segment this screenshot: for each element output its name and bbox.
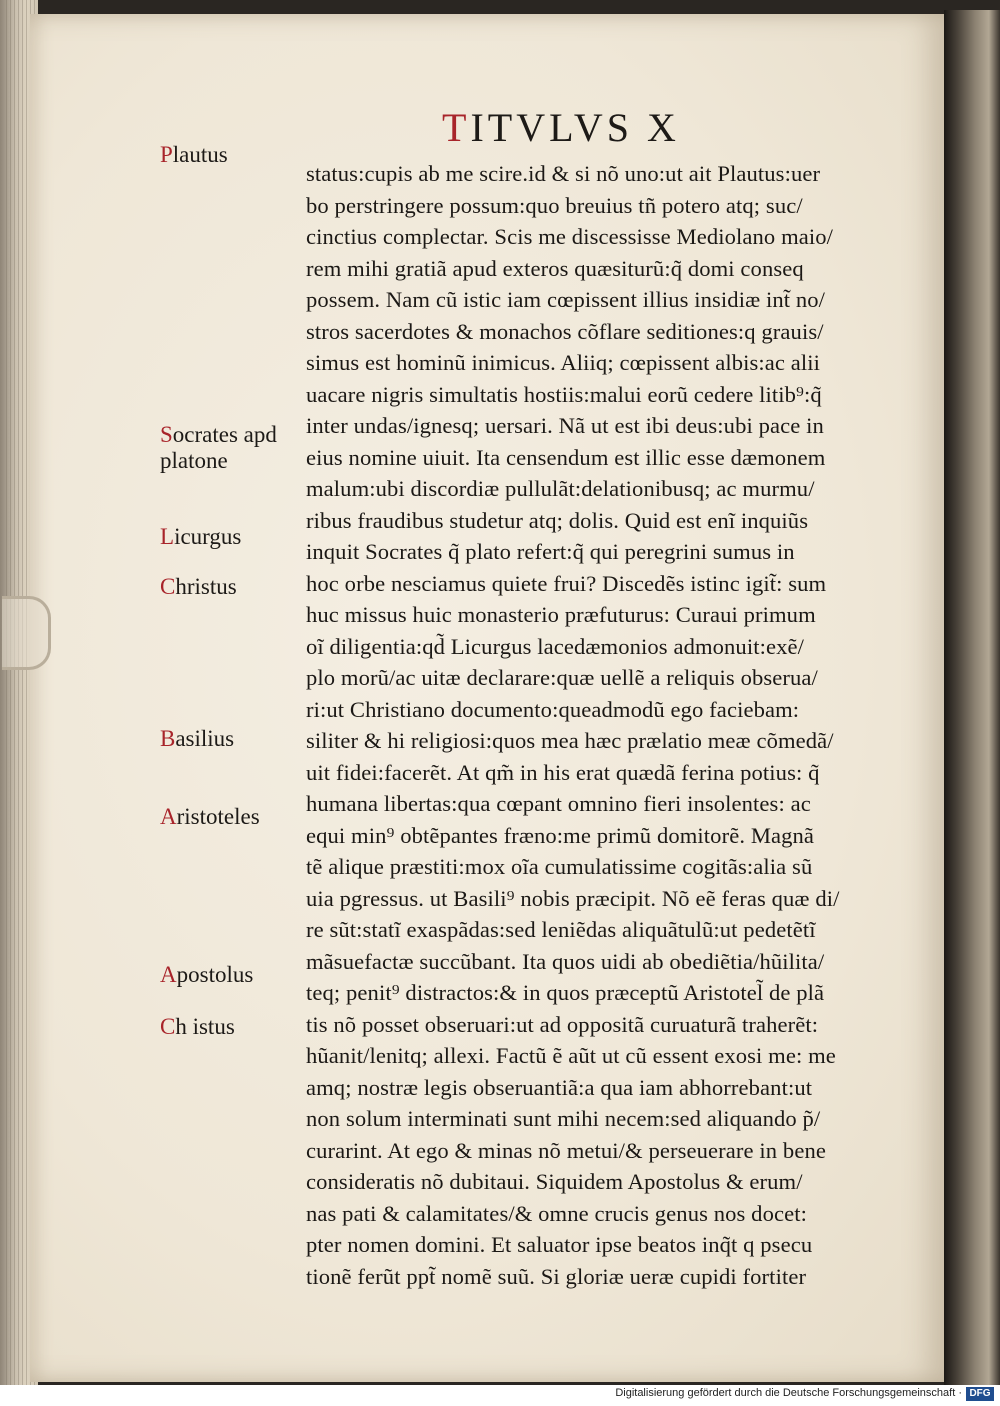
text-line: humana libertas:qua cœpant omnino fieri insolentes: ac — [306, 791, 811, 816]
text-line: siliter & hi religiosi:quos mea hæc prælatio meæ cõmedã/ — [306, 728, 834, 753]
note-initial: L — [160, 524, 175, 549]
clasp-marker — [2, 596, 51, 670]
text-line: equi min⁹ obtẽpantes fræno:me primũ domitorẽ. Magnã — [306, 822, 815, 848]
text-line: inter undas/ignesq; uersari. Nã ut est ibi deus:ubi pace in — [306, 413, 824, 438]
text-line: plo morũ/ac uitæ declarare:quæ uellẽ a reliquis obserua/ — [306, 665, 818, 690]
heading-red-initial: T — [442, 105, 471, 150]
text-line: cinctius complectar. Scis me discessisse Mediolano maio/ — [306, 224, 834, 249]
text-line: uacare nigris simultatis hostiis:malui eorũ cedere litib⁹:q̃ — [306, 381, 822, 407]
text-line: inquit Socrates q̃ plato refert:q̃ qui peregrini sumus in — [306, 539, 795, 564]
text-line: possem. Nam cũ istic iam cœpissent illius insidiæ int̃ no/ — [306, 287, 826, 312]
note-initial: P — [160, 142, 173, 167]
book-page — [30, 14, 946, 1382]
main-text-block — [306, 158, 946, 1292]
text-line: status:cupis ab me scire.id & si nõ uno:ut ait Plautus:uer — [306, 161, 821, 186]
text-line: eius nomine uiuit. Ita censendum est illic esse dæmonem — [306, 444, 826, 470]
note-text: asilius — [175, 726, 235, 751]
margin-note-plautus — [160, 142, 300, 168]
dfg-logo: DFG — [966, 1387, 994, 1401]
note-text: icurgus — [174, 524, 242, 549]
text-line: tis nõ posset obseruari:ut ad oppositã curuaturã traherẽt: — [306, 1011, 819, 1037]
text-line: teq; penit⁹ distractos:& in quos præceptũ Aristotel̃ de plã — [306, 980, 825, 1005]
text-line: uia pgressus. ut Basili⁹ nobis præcipit. Nõ eẽ feras quæ di/ — [306, 885, 840, 911]
text-line: re sũt:statĩ exaspãdas:sed leniẽdas aliquãtulũ:ut pedetẽtĩ — [306, 917, 816, 942]
note-initial: A — [160, 962, 177, 987]
margin-note-christus-2 — [160, 1014, 300, 1040]
note-text: hristus — [175, 574, 237, 599]
right-book-edge — [944, 10, 1000, 1385]
margin-note-christus — [160, 574, 300, 600]
margin-note-aristoteles — [160, 804, 300, 830]
text-line: hũanit/lenitq; allexi. Factũ ẽ aũt ut cũ essent exosi me: me — [306, 1043, 836, 1068]
text-line: tẽ alique præstiti:mox oĩa cumulatissime cogitãs:alia sũ — [306, 854, 813, 879]
note-initial: A — [160, 804, 177, 829]
text-line: uit fidei:facerẽt. At qm̃ in his erat quædã ferina potius: q̃ — [306, 759, 820, 785]
text-line: simus est hominũ inimicus. Aliiq; cœpissent albis:ac alii — [306, 350, 821, 375]
text-line: bo perstringere possum:quo breuius tñ potero atq; suc/ — [306, 192, 803, 218]
heading-text: ITVLVS X — [470, 105, 680, 150]
text-line: ribus fraudibus studetur atq; dolis. Quid est enĩ inquiũs — [306, 507, 809, 533]
margin-notes — [160, 14, 300, 1314]
text-line: curarint. At ego & minas nõ metui/& perseuerare in bene — [306, 1137, 826, 1163]
note-initial: B — [160, 726, 176, 751]
note-text: postolus — [176, 962, 254, 987]
note-initial: C — [160, 574, 176, 599]
text-line: rem mihi gratiã apud exteros quæsiturũ:q̃ domi conseq — [306, 255, 804, 281]
text-line: mãsuefactæ succũbant. Ita quos uidi ab obediẽtia/hũilita/ — [306, 948, 825, 974]
funding-credit: Digitalisierung gefördert durch die Deutsche Forschungsgemeinschaft · — [615, 1387, 962, 1399]
text-line: tionẽ ferũt ppt̃ nomẽ suũ. Si gloriæ ueræ cupidi fortiter — [306, 1263, 807, 1289]
margin-note-licurgus — [160, 524, 300, 550]
note-text: ocrates apd — [172, 422, 277, 447]
note-text: lautus — [172, 142, 228, 167]
text-line: consideratis nõ dubitaui. Siquidem Apostolus & erum/ — [306, 1169, 803, 1194]
note-text: ristoteles — [176, 804, 260, 829]
note-text-line2: platone — [160, 448, 228, 473]
text-line: nas pati & calamitates/& omne crucis genus nos docet: — [306, 1200, 807, 1226]
note-initial: C — [160, 1014, 176, 1039]
text-line: malum:ubi discordiæ pullulãt:delationibusq; ac murmu/ — [306, 476, 815, 501]
text-line: stros sacerdotes & monachos cõflare seditiones:q grauis/ — [306, 318, 824, 344]
text-line: pter nomen domini. Et saluator ipse beatos inq̃t q psecu — [306, 1232, 813, 1257]
text-line: huc missus huic monasterio præfuturus: Curaui primum — [306, 602, 816, 627]
note-initial: S — [160, 422, 173, 447]
margin-note-socrates — [160, 422, 300, 474]
text-line: amq; nostræ legis obseruantiã:a qua iam abhorrebant:ut — [306, 1074, 813, 1100]
page-heading — [442, 104, 680, 148]
note-text: h istus — [175, 1014, 235, 1039]
text-line: oĩ diligentia:qd̃ Licurgus lacedæmonios admonuit:exẽ/ — [306, 633, 804, 659]
margin-note-basilius — [160, 726, 300, 752]
text-line: ri:ut Christiano documento:queadmodũ ego faciebam: — [306, 696, 800, 722]
margin-note-apostolus — [160, 962, 300, 988]
text-line: non solum interminati sunt mihi necem:sed aliquando p̃/ — [306, 1106, 821, 1131]
text-line: hoc orbe nesciamus quiete frui? Discedẽs istinc igit̃: sum — [306, 570, 827, 596]
